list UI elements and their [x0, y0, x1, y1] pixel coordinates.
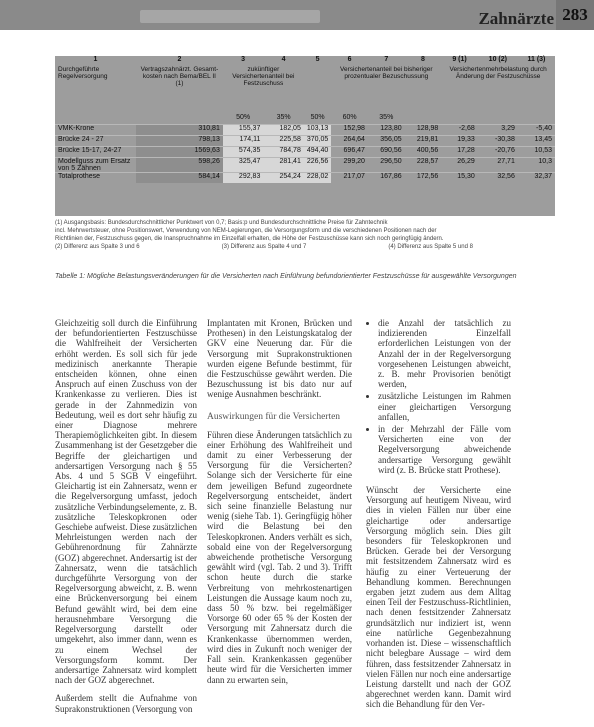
table-pct-row: 50% 35% 50% 60% 35% [236, 114, 394, 121]
body-column-1 [55, 318, 197, 722]
header-regelversorgung: Durchgeführte Regelversorgung [58, 66, 108, 80]
header-bisherig: Versichertenanteil bei bisheriger prozentualer Bezuschussung [340, 66, 433, 80]
table-row: Brücke 24 - 27 798,13 174,11 225,58 370,05 264,64 356,05 219,81 19,33 -30,38 13,45 [55, 136, 555, 147]
table-row: Brücke 15-17, 24-27 1569,63 574,35 784,78 494,40 696,47 690,56 400,56 17,28 -20,76 10,53 [55, 147, 555, 158]
section-heading: Auswirkungen für die Versicherten [207, 411, 341, 422]
footnote: Richtlinien der, Festzuschuss gegen, die Inanspruchnahme im Einzelfall erhalten, die Höhe der Festzuschüsse kann sich noch geringfügig ändern. [55, 236, 444, 242]
footnote: (3) Differenz aus Spalte 4 und 7 [221, 244, 307, 250]
page-number: 283 [556, 0, 594, 30]
list-item: • in der Mehrzahl der Fälle vom Versicherten eine von der Regelversorgung abweichende andersartige Versorgung gewählt wird (z. B. Brücke statt Prothese). [378, 424, 511, 475]
table-row: Modellguss zum Ersatz von 5 Zähnen 598,26 325,47 281,41 226,56 299,20 296,50 228,57 26,29 27,71 10,3 [55, 158, 555, 173]
table-row: VMK-Krone 310,81 155,37 182,05 103,13 152,98 123,80 128,98 -2,68 3,29 -5,40 [55, 125, 555, 136]
header-gesamtkosten: Vertragszahnärzt. Gesamt-kosten nach Bema/BEL II (1) [140, 66, 219, 87]
footnote: (4) Differenz aus Spalte 5 und 8 [388, 244, 473, 250]
list-item: • zusätzliche Leistungen im Rahmen einer gleichartigen Versorgung anfallen, [378, 391, 511, 422]
paragraph: Implantaten mit Kronen, Brücken und Prothesen) in den Leistungskatalog der GKV eine Neuerung dar. Für die Versorgung mit Suprakonstruktionen wurden eigene Befunde bestimmt, für die Festzuschüsse gewährt werden. Die Bezuschussung ist bis dato nur auf wenige Ausnahmen beschränkt. [207, 318, 352, 400]
body-column-3 [366, 318, 511, 718]
header-decoration [140, 10, 320, 23]
cost-table [55, 56, 555, 216]
body-column-2 [207, 318, 352, 693]
table-row: Totalprothese 584,14 292,83 254,24 228,02 217,07 167,86 172,56 15,30 32,56 32,37 [55, 173, 555, 184]
table-footnotes [55, 219, 555, 251]
paragraph: Führen diese Änderungen tatsächlich zu einer Erhöhung des Wahlfreiheit und damit zu einer Verbesserung der Versorgung für die Versicherten? Solange sich der Versicherte für eine dem jeweiligen Befund zugeordnete Regelversorgung entscheidet, ändert sich seine finanzielle Belastung nur wenig (siehe Tab. 1). Geringfügig höher wird die Belastung bei den Teleskopkronen. Anders verhält es sich, sobald eine von der Regelversorgung abweichende prothetische Versorgung gewählt wird (vgl. Tab. 2 und 3). Trifft schon heute durch die starke Verbreitung von mehrkostenartigen Leistungen die Aussage kaum noch zu, dass 50 % bzw. bei regelmäßiger Vorsorge 60 oder 65 % der Kosten der Versorgung mit Zahnersatz durch die Krankenkasse übernommen werden, wird dies in Zukunft noch weniger der Fall sein. Krankenkassen gegenüber heute wird für die Versicherten immer dann zu erwarten sein, [207, 429, 352, 685]
running-title: Zahnärzte [478, 9, 554, 28]
footnote: (2) Differenz aus Spalte 3 und 6 [55, 244, 140, 250]
table-caption: Tabelle 1: Mögliche Belastungsveränderungen für die Versicherten nach Einführung befundorientierter Festzuschüsse für ausgewählte Versorgungen [55, 273, 517, 280]
paragraph: Außerdem stellt die Aufnahme von Suprakonstruktionen (Versorgung von [55, 693, 197, 714]
header-festzuschuss: zukünftiger Versichertenanteil bei Festzuschuss [232, 66, 295, 87]
list-item: • die Anzahl der tatsächlich zu indizierenden Einzelfall erforderlichen Leistungen von der Anzahl der in der Regelversorgung vorgesehenen Leistungen abweicht, z. B. mehr Provisorien benötigt werden, [378, 318, 511, 389]
footnote: incl. Mehrwertsteuer, ohne Positionswert, Verwendung von NEM-Legierungen, die Versorgungsform und die verschiedenen Positionen nach der [55, 228, 437, 234]
bullet-list [366, 318, 511, 475]
paragraph: Gleichzeitig soll durch die Einführung der befundorientierten Festzuschüsse die Wahlfreiheit der Versicherten erhöht werden. Es soll sich für jede medizinisch anerkannte Therapie entscheiden können, ohne einen Anspruch auf einen Zuschuss von der Krankenkasse zu verlieren. Dies ist gerade in der Zahnmedizin von Bedeutung, weil es dort sehr häufig zu einer Diagnose mehrere Therapiemöglichkeiten gibt. In diesem Zusammenhang ist der Gesetzgeber die Begriffe der gleichartigen und andersartigen Versorgung nach § 55 Abs. 4 und 5 SGB V eingeführt. Gleichartig ist ein Zahnersatz, wenn er die Regelversorgung umfasst, jedoch zusätzliche Verbindungselemente, z. B. zusätzliche Teleskopkronen oder Geschiebe aufweist. Diese zusätzlichen Mehrleistungen werden nach der Gebührenordnung für Zahnärzte (GOZ) abgerechnet. Andersartig ist der Zahnersatz, wenn die tatsächlich durchgeführte Versorgung von der Regelversorgung abweicht, z. B. wenn eine Brückenversorgung bei einem Befund gewählt wird, bei dem eine herausnehmbare Versorgung die Regelversorgung darstellt oder umgekehrt, also immer dann, wenn es zu einem Wechsel der Versorgungsform kommt. Der andersartige Zahnersatz wird komplett nach der GOZ abgerechnet. [55, 318, 197, 686]
table-column-numbers: 1 2 3 4 5 6 7 8 9 (1) 10 (2) 11 (3) [93, 56, 546, 63]
table-header-row [55, 66, 555, 114]
running-header [0, 0, 594, 30]
footnote: (1) Ausgangsbasis: Bundesdurchschnittlicher Punktwert von 0,7; Basis:p und Bundesdurchschnittliche Preise für Zahntechnik [55, 220, 388, 226]
paragraph: Wünscht der Versicherte eine Versorgung auf heutigem Niveau, wird dies in vielen Fällen nur über eine gleichartige oder andersartige Versorgung möglich sein. Dies gilt besonders für Teleskopkronen und Brücken. Gerade bei der Versorgung mit festsitzendem Zahnersatz wird es häufig zu einer Verteuerung der Behandlung kommen. Berechnungen ergaben jetzt zudem aus dem Alltag einen Teil der Festzuschuss-Richtlinien, nach denen festsitzender Zahnersatz grundsätzlich nur indiziert ist, wenn eine natürliche Gegenbezahnung vorhanden ist. Diese – wissenschaftlich nicht belegbare Aussage – wird dem führen, dass festsitzender Zahnersatz in vielen Fällen nur noch eine andersartige Leistung darstellt und nach der GOZ abgerechnet werden kann. Damit wird sich die Behandlung für den Ver- [366, 485, 511, 710]
header-mehrbelastung: Versichertenmehrbelastung durch Änderung der Festzuschüsse [449, 66, 547, 80]
